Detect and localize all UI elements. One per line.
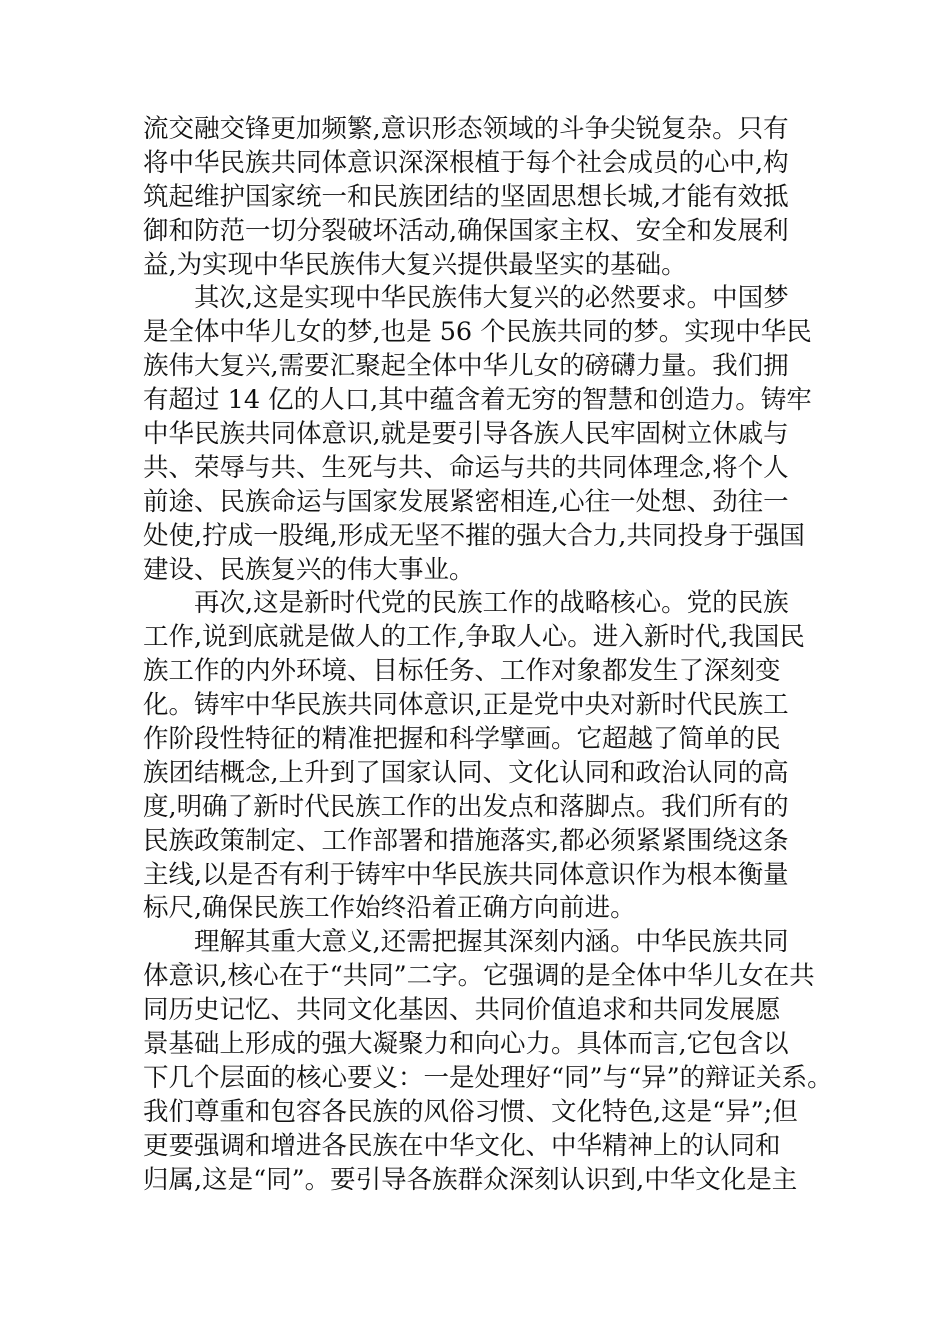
text-line: 主线,以是否有利于铸牢中华民族共同体意识作为根本衡量 — [143, 859, 789, 890]
text-line: 同历史记忆、共同文化基因、共同价值追求和共同发展愿 — [143, 995, 781, 1026]
text-line: 下几个层面的核心要义：一是处理好“同”与“异”的辩证关系。 — [143, 1062, 833, 1093]
text-line: 度,明确了新时代民族工作的出发点和落脚点。我们所有的 — [143, 791, 789, 822]
text-line: 工作,说到底就是做人的工作,争取人心。进入新时代,我国民 — [143, 622, 805, 653]
text-line: 有超过 14 亿的人口,其中蕴含着无穷的智慧和创造力。铸牢 — [143, 385, 812, 416]
paragraph-first-line: 再次,这是新时代党的民族工作的战略核心。党的民族 — [194, 588, 789, 619]
text-line: 建设、民族复兴的伟大事业。 — [143, 554, 475, 585]
text-line: 族伟大复兴,需要汇聚起全体中华儿女的磅礴力量。我们拥 — [143, 351, 789, 382]
text-line: 归属,这是“同”。要引导各族群众深刻认识到,中华文化是主 — [143, 1164, 798, 1195]
text-line: 作阶段性特征的精准把握和科学擘画。它超越了简单的民 — [143, 724, 781, 755]
text-line: 我们尊重和包容各民族的风俗习惯、文化特色,这是“异”;但 — [143, 1096, 798, 1127]
text-line: 民族政策制定、工作部署和措施落实,都必须紧紧围绕这条 — [143, 825, 789, 856]
text-line: 景基础上形成的强大凝聚力和向心力。具体而言,它包含以 — [143, 1029, 789, 1060]
text-line: 御和防范一切分裂破坏活动,确保国家主权、安全和发展利 — [143, 215, 789, 246]
paragraph-first-line: 理解其重大意义,还需把握其深刻内涵。中华民族共同 — [194, 927, 789, 958]
text-line: 是全体中华儿女的梦,也是 56 个民族共同的梦。实现中华民 — [143, 317, 812, 348]
text-line: 标尺,确保民族工作始终沿着正确方向前进。 — [143, 893, 636, 924]
text-line: 将中华民族共同体意识深深根植于每个社会成员的心中,构 — [143, 147, 789, 178]
text-line: 更要强调和增进各民族在中华文化、中华精神上的认同和 — [143, 1130, 781, 1161]
text-line: 筑起维护国家统一和民族团结的坚固思想长城,才能有效抵 — [143, 181, 789, 212]
text-line: 共、荣辱与共、生死与共、命运与共的共同体理念,将个人 — [143, 452, 789, 483]
text-line: 流交融交锋更加频繁,意识形态领域的斗争尖锐复杂。只有 — [143, 114, 789, 144]
text-line: 中华民族共同体意识,就是要引导各族人民牢固树立休戚与 — [143, 419, 789, 450]
text-line: 化。铸牢中华民族共同体意识,正是党中央对新时代民族工 — [143, 690, 789, 721]
text-line: 前途、民族命运与国家发展紧密相连,心往一处想、劲往一 — [143, 486, 789, 517]
document-body-text — [143, 113, 833, 1198]
text-line: 族工作的内外环境、目标任务、工作对象都发生了深刻变 — [143, 656, 781, 687]
text-line: 处使,拧成一股绳,形成无坚不摧的强大合力,共同投身于强国 — [143, 520, 805, 551]
text-line: 体意识,核心在于“共同”二字。它强调的是全体中华儿女在共 — [143, 961, 815, 992]
text-line: 益,为实现中华民族伟大复兴提供最坚实的基础。 — [143, 249, 687, 280]
text-line: 族团结概念,上升到了国家认同、文化认同和政治认同的高 — [143, 757, 789, 788]
paragraph-first-line: 其次,这是实现中华民族伟大复兴的必然要求。中国梦 — [194, 283, 789, 314]
